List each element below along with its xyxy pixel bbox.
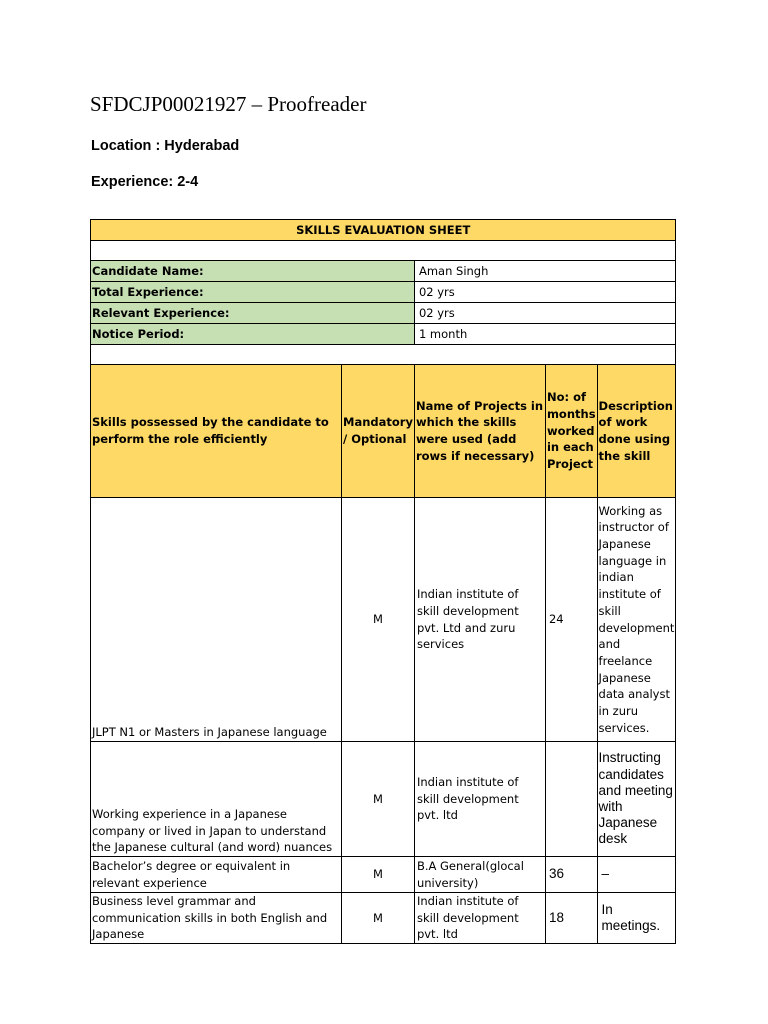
table-row xyxy=(91,498,676,742)
column-header-row xyxy=(91,365,676,498)
description-cell: Instructing candidates and meeting with Japanese desk xyxy=(597,742,676,857)
experience-line: Experience: 2-4 xyxy=(91,174,199,190)
description-cell: Working as instructor of Japanese language in indian institute of skill development and freelance Japanese data analyst in zuru services. xyxy=(597,498,676,742)
candidate-name-value: Aman Singh xyxy=(414,261,675,282)
relevant-experience-row xyxy=(91,303,676,324)
column-header-description: Description of work done using the skill xyxy=(597,365,676,498)
projects-cell: Indian institute of skill development pvt. ltd xyxy=(414,893,545,944)
months-cell: 24 xyxy=(545,498,597,742)
skill-cell: Bachelor’s degree or equivalent in relevant experience xyxy=(91,857,342,893)
table-row xyxy=(91,857,676,893)
candidate-name-label: Candidate Name: xyxy=(91,261,415,282)
sheet-heading-row xyxy=(91,220,676,241)
skill-cell: Business level grammar and communication skills in both English and Japanese xyxy=(91,893,342,944)
total-experience-value: 02 yrs xyxy=(414,282,675,303)
mandatory-cell: M xyxy=(342,742,415,857)
column-header-projects: Name of Projects in which the skills were used (add rows if necessary) xyxy=(414,365,545,498)
column-header-skills: Skills possessed by the candidate to perform the role efficiently xyxy=(91,365,342,498)
table-row xyxy=(91,893,676,944)
table-row xyxy=(91,742,676,857)
projects-cell: B.A General(glocal university) xyxy=(414,857,545,893)
projects-cell: Indian institute of skill development pvt. Ltd and zuru services xyxy=(414,498,545,742)
months-cell: 18 xyxy=(545,893,597,944)
relevant-experience-label: Relevant Experience: xyxy=(91,303,415,324)
mandatory-cell: M xyxy=(342,498,415,742)
skill-cell: JLPT N1 or Masters in Japanese language xyxy=(91,498,342,742)
months-cell: 36 xyxy=(545,857,597,893)
description-cell: In meetings. xyxy=(597,893,676,944)
column-header-mandatory: Mandatory / Optional xyxy=(342,365,415,498)
mandatory-cell: M xyxy=(342,893,415,944)
notice-period-value: 1 month xyxy=(414,324,675,345)
skill-cell: Working experience in a Japanese company or lived in Japan to understand the Japanese cultural (and word) nuances xyxy=(91,742,342,857)
notice-period-label: Notice Period: xyxy=(91,324,415,345)
skills-evaluation-table xyxy=(90,219,676,944)
projects-cell: Indian institute of skill development pvt. ltd xyxy=(414,742,545,857)
mandatory-cell: M xyxy=(342,857,415,893)
sheet-heading: SKILLS EVALUATION SHEET xyxy=(91,220,676,241)
spacer-row xyxy=(91,241,676,261)
description-cell: – xyxy=(597,857,676,893)
total-experience-label: Total Experience: xyxy=(91,282,415,303)
spacer-row xyxy=(91,345,676,365)
total-experience-row xyxy=(91,282,676,303)
months-cell xyxy=(545,742,597,857)
notice-period-row xyxy=(91,324,676,345)
candidate-name-row xyxy=(91,261,676,282)
document-title: SFDCJP00021927 – Proofreader xyxy=(90,92,367,116)
column-header-months: No: of months worked in each Project xyxy=(545,365,597,498)
relevant-experience-value: 02 yrs xyxy=(414,303,675,324)
location-line: Location : Hyderabad xyxy=(91,138,240,154)
